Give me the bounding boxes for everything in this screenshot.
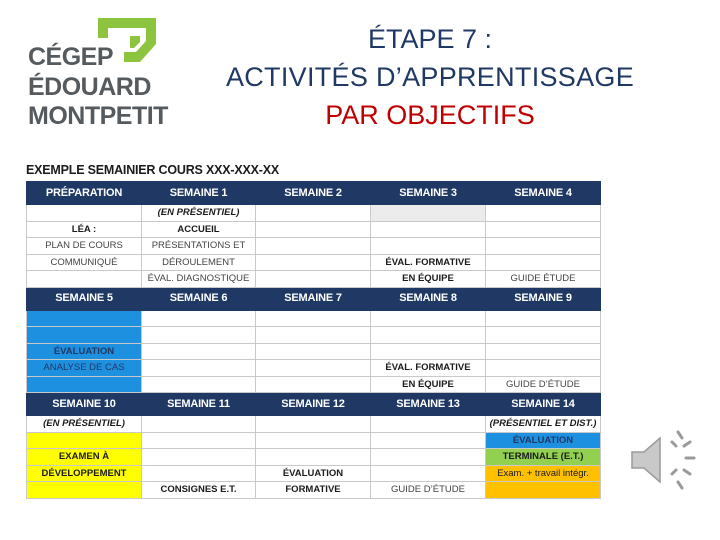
table-row <box>27 271 601 288</box>
table-cell <box>142 343 256 360</box>
column-header: SEMAINE 6 <box>142 287 256 310</box>
slide-title-line-3: PAR OBJECTIFS <box>325 100 535 130</box>
table-cell <box>256 416 371 433</box>
table-cell <box>486 343 601 360</box>
table-cell <box>371 343 486 360</box>
table-cell: ÉVALUATION <box>486 432 601 449</box>
table-row <box>27 310 601 327</box>
table-cell <box>371 449 486 466</box>
table-cell: ÉVALUATION <box>256 465 371 482</box>
table-cell <box>142 310 256 327</box>
table-cell: Exam. + travail intégr. <box>486 465 601 482</box>
table-cell: CONSIGNES E.T. <box>142 482 256 499</box>
table-cell <box>142 465 256 482</box>
weekly-schedule-table <box>26 181 601 499</box>
table-row <box>27 449 601 466</box>
table-cell <box>371 238 486 255</box>
table-row <box>27 465 601 482</box>
table-cell: ÉVAL. FORMATIVE <box>371 360 486 377</box>
table-cell: EN ÉQUIPE <box>371 376 486 393</box>
table-cell: ÉVAL. DIAGNOSTIQUE <box>142 271 256 288</box>
table-row <box>27 343 601 360</box>
table-cell <box>486 327 601 344</box>
table-row <box>27 360 601 377</box>
column-header: SEMAINE 3 <box>371 182 486 205</box>
table-cell <box>256 221 371 238</box>
table-row <box>27 376 601 393</box>
logo-line-3: MONTPETIT <box>28 102 168 130</box>
table-cell: GUIDE D’ÉTUDE <box>371 482 486 499</box>
table-cell <box>486 254 601 271</box>
table-cell: EXAMEN À <box>27 449 142 466</box>
table-cell <box>256 449 371 466</box>
table-cell: (PRÉSENTIEL ET DIST.) <box>486 416 601 433</box>
table-cell: DÉROULEMENT <box>142 254 256 271</box>
table-cell <box>27 376 142 393</box>
table-cell <box>256 327 371 344</box>
logo-line-2: ÉDOUARD <box>28 73 151 101</box>
table-cell <box>371 465 486 482</box>
table-cell <box>256 376 371 393</box>
column-header: SEMAINE 4 <box>486 182 601 205</box>
header-row <box>27 182 601 205</box>
column-header: SEMAINE 5 <box>27 287 142 310</box>
slide-title-line-1: ÉTAPE 7 : <box>367 24 493 54</box>
table-row <box>27 482 601 499</box>
table-cell <box>142 432 256 449</box>
column-header: SEMAINE 7 <box>256 287 371 310</box>
table-cell <box>142 449 256 466</box>
table-row <box>27 254 601 271</box>
table-cell <box>256 432 371 449</box>
slide-title-line-2: ACTIVITÉS D’APPRENTISSAGE <box>225 62 635 92</box>
column-header: SEMAINE 1 <box>142 182 256 205</box>
table-cell: ÉVALUATION <box>27 343 142 360</box>
table-cell <box>27 310 142 327</box>
table-cell: DÉVELOPPEMENT <box>27 465 142 482</box>
table-cell <box>371 416 486 433</box>
table-row <box>27 238 601 255</box>
table-cell: TERMINALE (E.T.) <box>486 449 601 466</box>
table-cell <box>371 310 486 327</box>
column-header: SEMAINE 13 <box>371 393 486 416</box>
table-row <box>27 221 601 238</box>
header-row <box>27 287 601 310</box>
table-cell <box>27 205 142 222</box>
table-cell: LÉA : <box>27 221 142 238</box>
table-cell: ACCUEIL <box>142 221 256 238</box>
table-cell: (EN PRÉSENTIEL) <box>142 205 256 222</box>
speaker-icon[interactable] <box>628 424 700 496</box>
table-cell <box>486 221 601 238</box>
header-row <box>27 393 601 416</box>
column-header: SEMAINE 9 <box>486 287 601 310</box>
table-cell: GUIDE D’ÉTUDE <box>486 376 601 393</box>
column-header: SEMAINE 14 <box>486 393 601 416</box>
table-cell: GUIDE ÉTUDE <box>486 271 601 288</box>
table-cell <box>486 310 601 327</box>
table-cell <box>256 205 371 222</box>
table-cell <box>256 360 371 377</box>
table-cell <box>142 416 256 433</box>
cegep-logo <box>28 12 168 130</box>
table-row <box>27 327 601 344</box>
table-cell <box>486 482 601 499</box>
table-row <box>27 205 601 222</box>
slide-title <box>185 20 675 134</box>
table-cell <box>486 205 601 222</box>
logo-line-1: CÉGEP <box>28 43 114 71</box>
column-header: PRÉPARATION <box>27 182 142 205</box>
table-cell <box>27 327 142 344</box>
table-cell <box>256 271 371 288</box>
table-cell <box>371 327 486 344</box>
table-cell: PLAN DE COURS <box>27 238 142 255</box>
table-cell <box>142 376 256 393</box>
table-cell <box>371 432 486 449</box>
table-cell: FORMATIVE <box>256 482 371 499</box>
table-cell <box>27 432 142 449</box>
table-cell <box>256 238 371 255</box>
table-cell: COMMUNIQUÉ <box>27 254 142 271</box>
table-cell <box>142 327 256 344</box>
table-cell <box>27 482 142 499</box>
table-cell: (EN PRÉSENTIEL) <box>27 416 142 433</box>
table-cell <box>256 254 371 271</box>
table-cell <box>371 205 486 222</box>
table-cell <box>27 271 142 288</box>
column-header: SEMAINE 12 <box>256 393 371 416</box>
table-row <box>27 432 601 449</box>
table-cell: PRÉSENTATIONS ET <box>142 238 256 255</box>
table-cell <box>486 360 601 377</box>
column-header: SEMAINE 11 <box>142 393 256 416</box>
table-row <box>27 416 601 433</box>
column-header: SEMAINE 8 <box>371 287 486 310</box>
table-cell <box>371 221 486 238</box>
column-header: SEMAINE 10 <box>27 393 142 416</box>
schedule-title: EXEMPLE SEMAINIER COURS XXX-XXX-XX <box>26 163 279 177</box>
table-cell: EN ÉQUIPE <box>371 271 486 288</box>
table-cell <box>256 343 371 360</box>
table-cell <box>256 310 371 327</box>
table-cell: ÉVAL. FORMATIVE <box>371 254 486 271</box>
table-cell <box>142 360 256 377</box>
column-header: SEMAINE 2 <box>256 182 371 205</box>
table-cell: ANALYSE DE CAS <box>27 360 142 377</box>
table-cell <box>486 238 601 255</box>
